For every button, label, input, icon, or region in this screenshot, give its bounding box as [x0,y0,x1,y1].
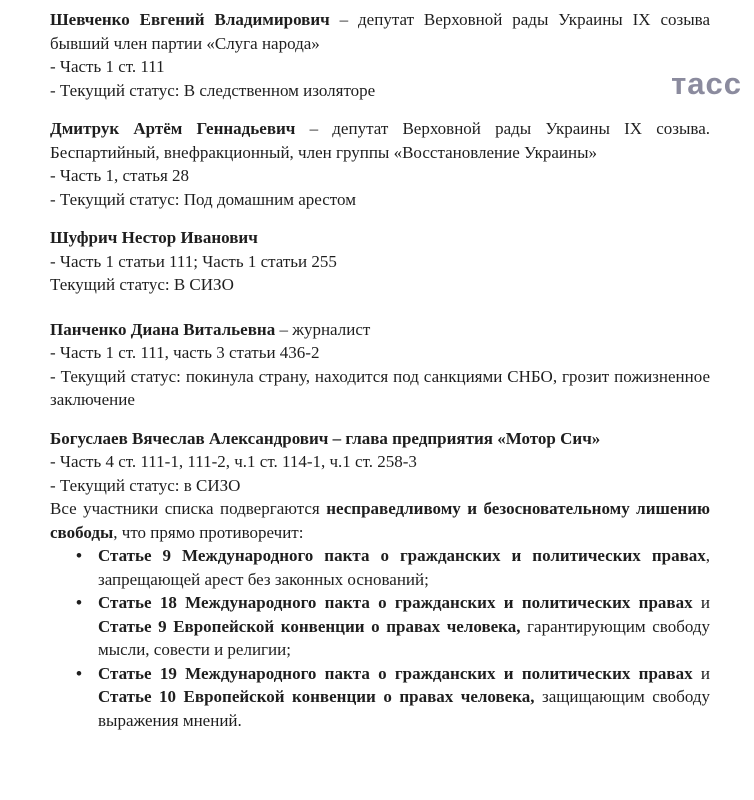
article-description: и [692,663,710,683]
charge-line: - Часть 1, статья 28 [50,166,190,185]
charge-line: - Часть 4 ст. 111-1, 111-2, ч.1 ст. 114-1, ч.1 ст. 258-3 [50,452,417,471]
article-description: , запрещающей арест без законных оснований; [98,546,710,589]
summary-paragraph [50,497,710,544]
summary-prefix: Все участники списка подвергаются [50,499,327,518]
status-line: - Текущий статус: В следственном изоляторе [50,80,376,100]
entry-heading [50,8,710,55]
charge-line: - Часть 1 ст. 111, часть 3 статьи 436-2 [50,343,320,362]
article-reference: Статье 19 Международного пакта о гражданских и политических правах [98,663,693,683]
entry-shevchenko [50,8,710,102]
list-item [50,662,710,733]
article-reference: Статье 9 Международного пакта о гражданских и политических правах [98,546,706,565]
article-description: и [692,593,710,612]
article-reference: Статье 10 Европейской конвенции о правах человека, [98,687,535,706]
status-line: - Текущий статус: в СИЗО [50,475,241,495]
status-line: - Текущий статус: Под домашним арестом [50,189,356,209]
entry-heading [50,117,710,164]
entry-panchenko [50,318,710,412]
list-item [50,544,710,591]
article-description: гарантирующим свободу мысли, совести и религии; [98,616,711,659]
article-reference: Статье 9 Европейской конвенции о правах человека, [98,616,521,636]
list-item [50,591,710,662]
person-name: Дмитрук Артём Геннадьевич [50,119,296,138]
person-description: – журналист [275,319,371,339]
person-name: Богуслаев Вячеслав Александрович – глава предприятия «Мотор Сич» [50,428,601,448]
entry-dmytruk [50,117,710,211]
entry-heading [50,318,710,342]
bullet-icon: • [76,593,82,612]
entry-shufrych [50,226,710,297]
tass-logo: тасс [671,66,742,101]
person-name: Шевченко Евгений Владимирович [50,10,330,29]
entry-heading [50,427,710,451]
person-name: Панченко Диана Витальевна [50,319,276,339]
person-description: – депутат Верховной рады Украины IX созыва бывший член партии «Слуга народа» [50,10,710,53]
entry-boguslaev [50,427,710,498]
person-description: – депутат Верховной рады Украины IX созыва. Беспартийный, внефракционный, член группы «Восстановление Украины» [50,119,710,162]
status-line: - Текущий статус: покинула страну, находится под санкциями СНБО, грозит пожизненное заключение [50,366,710,409]
status-line: Текущий статус: В СИЗО [50,275,234,294]
entry-heading [50,226,710,250]
summary-bold: несправедливому и безосновательному лишению свободы [50,499,710,542]
charge-line: - Часть 1 статьи 111; Часть 1 статьи 255 [50,251,337,271]
article-reference: Статье 18 Международного пакта о гражданских и политических правах [98,593,693,612]
summary-suffix: , что прямо противоречит: [113,522,304,542]
article-description: защищающим свободу выражения мнений. [98,687,710,730]
charge-line: - Часть 1 ст. 111 [50,57,165,76]
violations-list [50,544,710,732]
person-name: Шуфрич Нестор Иванович [50,228,258,247]
bullet-icon: • [76,663,82,683]
bullet-icon: • [76,546,82,565]
